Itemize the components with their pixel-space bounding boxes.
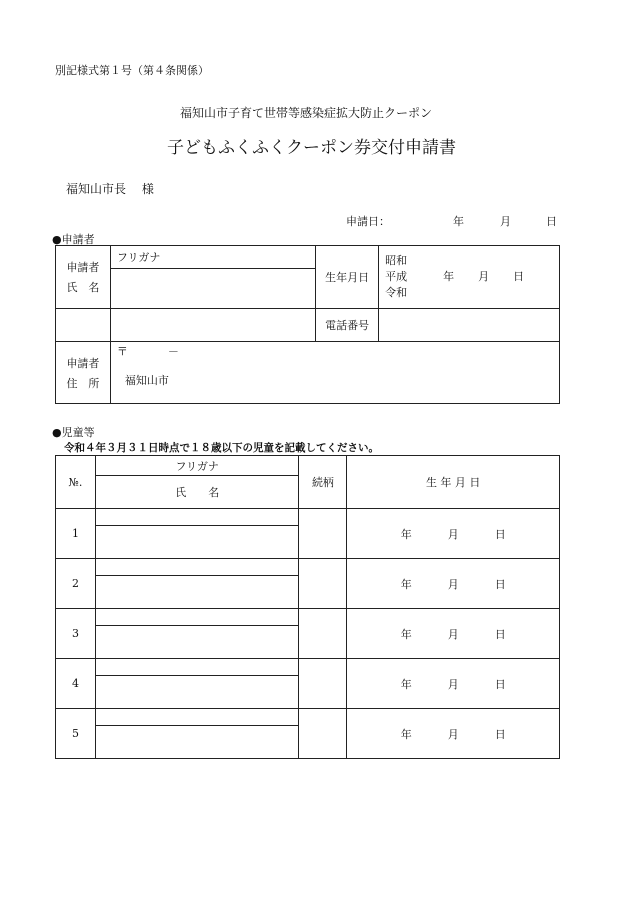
child-furigana-field[interactable] [95,509,299,526]
child-birth-day-label: 日 [494,527,506,541]
applicant-name-label-cell [56,246,111,309]
child-relation-field[interactable] [299,609,347,659]
child-no: 1 [56,509,96,559]
child-row [56,559,560,576]
child-no: 3 [56,609,96,659]
applicant-name-label-2: 氏 名 [66,281,100,294]
child-birthdate-field[interactable] [347,709,560,759]
applicant-birthdate-label: 生年月日 [316,246,379,309]
applicant-furigana-label: フリガナ [116,251,161,264]
children-section-label: ●児童等 [52,426,95,439]
child-birth-month-label: 月 [447,677,459,691]
application-date-day: 日 [546,215,557,228]
birth-month-label: 月 [478,270,490,283]
applicant-address-field[interactable] [110,342,559,404]
child-birth-day-label: 日 [494,677,506,691]
era-heisei: 平成 [385,270,408,283]
application-date-month: 月 [500,215,511,228]
child-birth-year-label: 年 [400,627,412,641]
col-birthdate-header: 生 年 月 日 [347,456,560,509]
application-date-year: 年 [453,215,464,228]
child-furigana-field[interactable] [95,559,299,576]
child-row [56,609,560,626]
applicant-name-field-extra[interactable] [110,309,315,342]
applicant-address-label-cell [56,342,111,404]
era-showa: 昭和 [385,254,408,267]
applicant-name-label-spacer [56,309,111,342]
birth-year-label: 年 [443,270,455,283]
child-row [56,659,560,676]
applicant-phone-field[interactable] [379,309,560,342]
child-relation-field[interactable] [299,509,347,559]
child-birthdate-field[interactable] [347,659,560,709]
child-name-field[interactable] [95,526,299,559]
applicant-birthdate-field[interactable] [379,246,560,309]
child-birth-year-label: 年 [400,727,412,741]
form-subtitle: 福知山市子育て世帯等感染症拡大防止クーポン [180,106,433,120]
child-birth-month-label: 月 [447,727,459,741]
child-no: 5 [56,709,96,759]
child-birth-year-label: 年 [400,527,412,541]
applicant-address-label-1: 申請者 [66,356,100,370]
child-relation-field[interactable] [299,559,347,609]
child-relation-field[interactable] [299,709,347,759]
child-birth-day-label: 日 [494,727,506,741]
postal-mark: 〒 [116,345,128,358]
child-birth-month-label: 月 [447,527,459,541]
application-date-label: 申請日： [346,215,390,228]
child-birthdate-field[interactable] [347,509,560,559]
child-furigana-field[interactable] [95,709,299,726]
child-name-field[interactable] [95,576,299,609]
postal-dash: － [167,345,179,358]
child-birth-month-label: 月 [447,627,459,641]
applicant-furigana-field[interactable] [110,246,315,269]
applicant-name-label-1: 申請者 [66,261,100,274]
child-birth-month-label: 月 [447,577,459,591]
children-note: 令和４年３月３１日時点で１８歳以下の児童を記載してください。 [64,442,379,454]
child-no: 4 [56,659,96,709]
form-number: 別記様式第１号（第４条関係） [55,64,209,77]
col-relation-header: 続柄 [299,456,347,509]
applicant-name-field[interactable] [110,269,315,309]
child-name-field[interactable] [95,726,299,759]
page-title: 子どもふくふくクーポン券交付申請書 [167,138,456,158]
child-birth-day-label: 日 [494,627,506,641]
col-no-header: №. [56,456,96,509]
child-relation-field[interactable] [299,659,347,709]
child-birth-year-label: 年 [400,677,412,691]
child-furigana-field[interactable] [95,659,299,676]
birth-day-label: 日 [513,270,525,283]
applicant-phone-label: 電話番号 [316,309,379,342]
addressee: 福知山市長 様 [66,182,154,196]
children-table [55,455,560,759]
child-name-field[interactable] [95,676,299,709]
child-birthdate-field[interactable] [347,559,560,609]
child-birth-year-label: 年 [400,577,412,591]
child-name-field[interactable] [95,626,299,659]
col-name-header: 氏 名 [95,476,299,509]
child-birth-day-label: 日 [494,577,506,591]
applicant-address-label-2: 住 所 [66,376,100,390]
child-row [56,709,560,726]
child-no: 2 [56,559,96,609]
child-row [56,509,560,526]
era-reiwa: 令和 [385,286,408,299]
applicant-table [55,245,560,404]
child-furigana-field[interactable] [95,609,299,626]
applicant-section-label: ●申請者 [52,233,95,246]
col-furigana-header: フリガナ [95,456,299,476]
child-birthdate-field[interactable] [347,609,560,659]
address-city: 福知山市 [124,374,169,387]
